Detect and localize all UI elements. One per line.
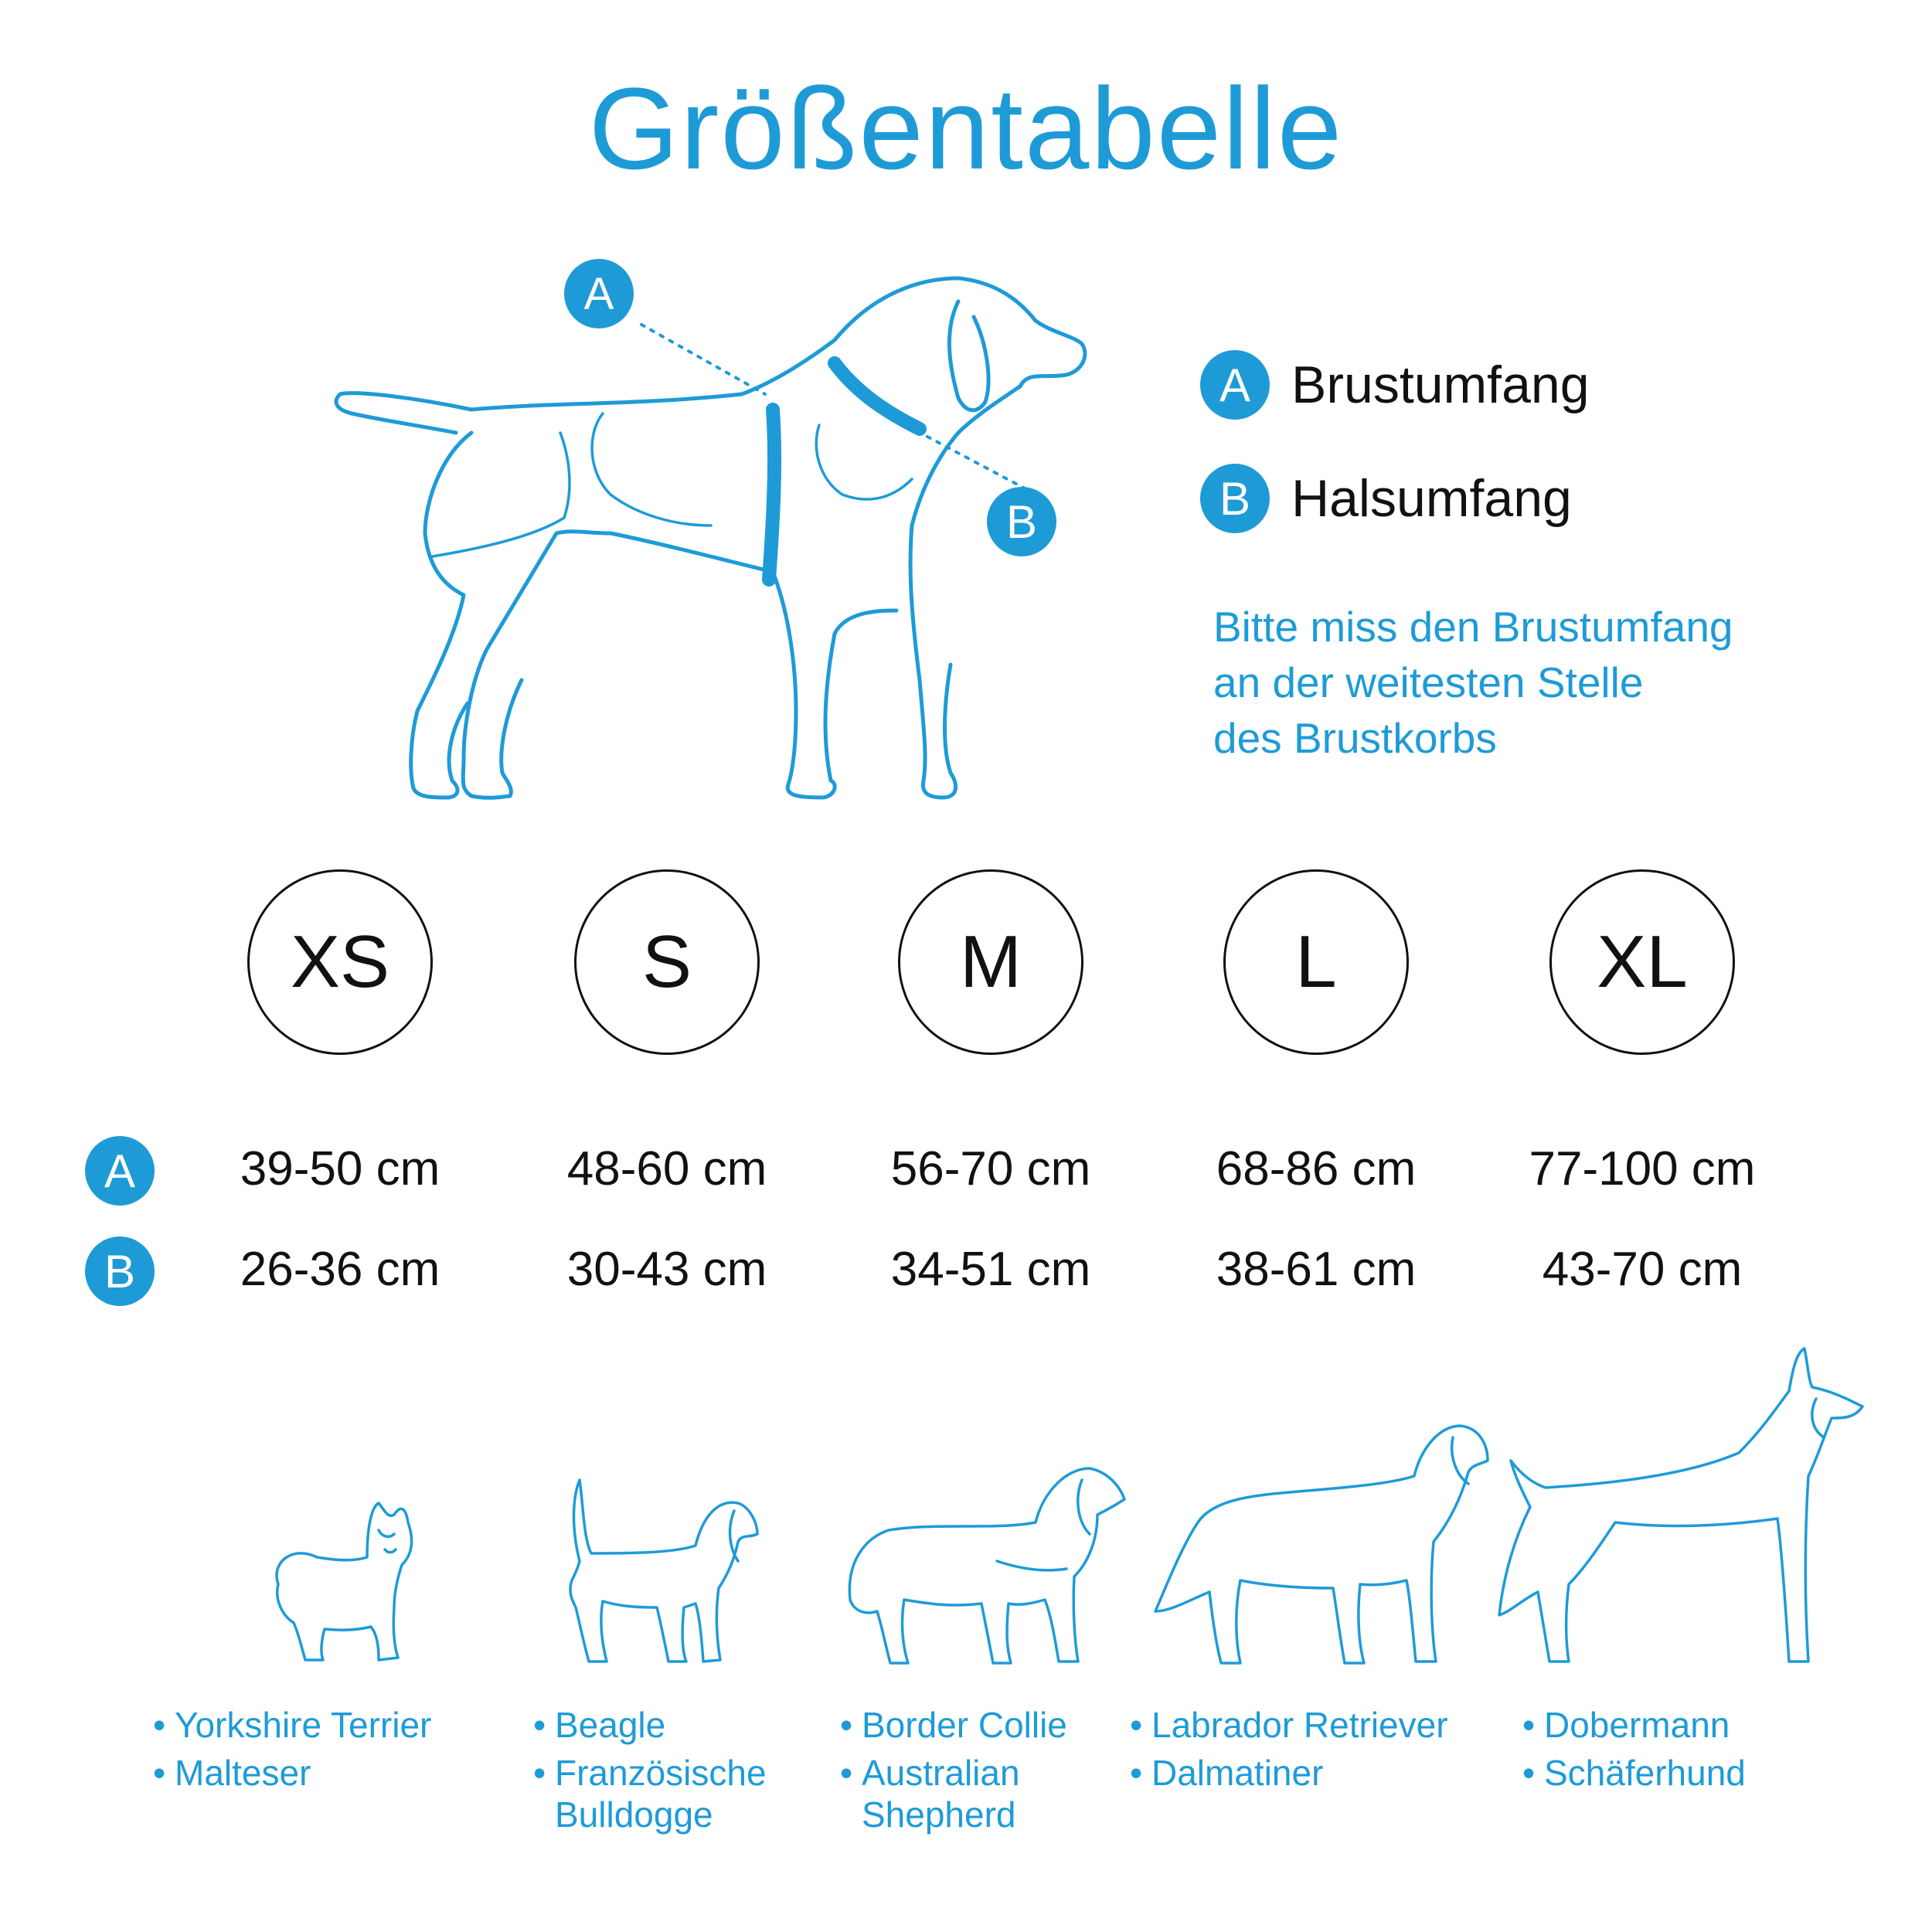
list-item: • Malteser bbox=[153, 1752, 431, 1794]
chest-s: 48-60 cm bbox=[566, 1142, 767, 1196]
list-item: • Australian Shepherd bbox=[840, 1752, 1063, 1835]
border-collie-icon bbox=[842, 1445, 1128, 1669]
diagram-badge-b: B bbox=[987, 487, 1056, 556]
row-badge-b: B bbox=[85, 1236, 155, 1306]
size-s: S bbox=[574, 869, 760, 1055]
neck-l: 38-61 cm bbox=[1216, 1243, 1417, 1296]
list-item: • Schäferhund bbox=[1522, 1752, 1746, 1794]
yorkshire-terrier-icon bbox=[263, 1499, 417, 1669]
beagle-icon bbox=[549, 1476, 765, 1669]
neck-s: 30-43 cm bbox=[566, 1243, 767, 1296]
legend-label-a: Brustumfang bbox=[1291, 355, 1590, 414]
badge-a: A bbox=[1200, 350, 1270, 420]
dog-harness-illustration bbox=[278, 247, 1097, 835]
size-xl: XL bbox=[1549, 869, 1735, 1055]
breed-list-xs bbox=[153, 1704, 431, 1800]
size-m: M bbox=[898, 869, 1083, 1055]
chest-xl: 77-100 cm bbox=[1529, 1142, 1756, 1196]
breed-list-s bbox=[533, 1704, 787, 1842]
badge-b: B bbox=[1200, 464, 1270, 533]
legend-brustumfang bbox=[1200, 350, 1590, 420]
list-item: • Dalmatiner bbox=[1130, 1752, 1448, 1794]
chest-xs: 39-50 cm bbox=[240, 1142, 440, 1196]
labrador-icon bbox=[1144, 1414, 1492, 1669]
breed-list-m bbox=[840, 1704, 1067, 1842]
list-item: • Französische Bulldogge bbox=[533, 1752, 787, 1835]
breed-list-xl bbox=[1522, 1704, 1746, 1800]
list-item: • Dobermann bbox=[1522, 1704, 1746, 1746]
dobermann-icon bbox=[1492, 1345, 1870, 1669]
size-xs: XS bbox=[247, 869, 433, 1055]
size-l: L bbox=[1223, 869, 1409, 1055]
list-item: • Yorkshire Terrier bbox=[153, 1704, 431, 1746]
legend-halsumfang bbox=[1200, 464, 1572, 533]
list-item: • Beagle bbox=[533, 1704, 787, 1746]
neck-m: 34-51 cm bbox=[890, 1243, 1091, 1296]
row-badge-a: A bbox=[85, 1136, 155, 1206]
neck-xl: 43-70 cm bbox=[1542, 1243, 1743, 1296]
list-item: • Border Collie bbox=[840, 1704, 1067, 1746]
chest-l: 68-86 cm bbox=[1216, 1142, 1417, 1196]
neck-xs: 26-36 cm bbox=[240, 1243, 440, 1296]
measuring-instruction: Bitte miss den Brustumfang an der weitesten Stelle des Brustkorbs bbox=[1213, 603, 1733, 762]
legend-label-b: Halsumfang bbox=[1291, 469, 1572, 528]
page-title: Größentabelle bbox=[588, 63, 1344, 193]
breed-list-l bbox=[1130, 1704, 1448, 1800]
chest-m: 56-70 cm bbox=[890, 1142, 1091, 1196]
list-item: • Labrador Retriever bbox=[1130, 1704, 1448, 1746]
diagram-badge-a: A bbox=[583, 269, 614, 319]
